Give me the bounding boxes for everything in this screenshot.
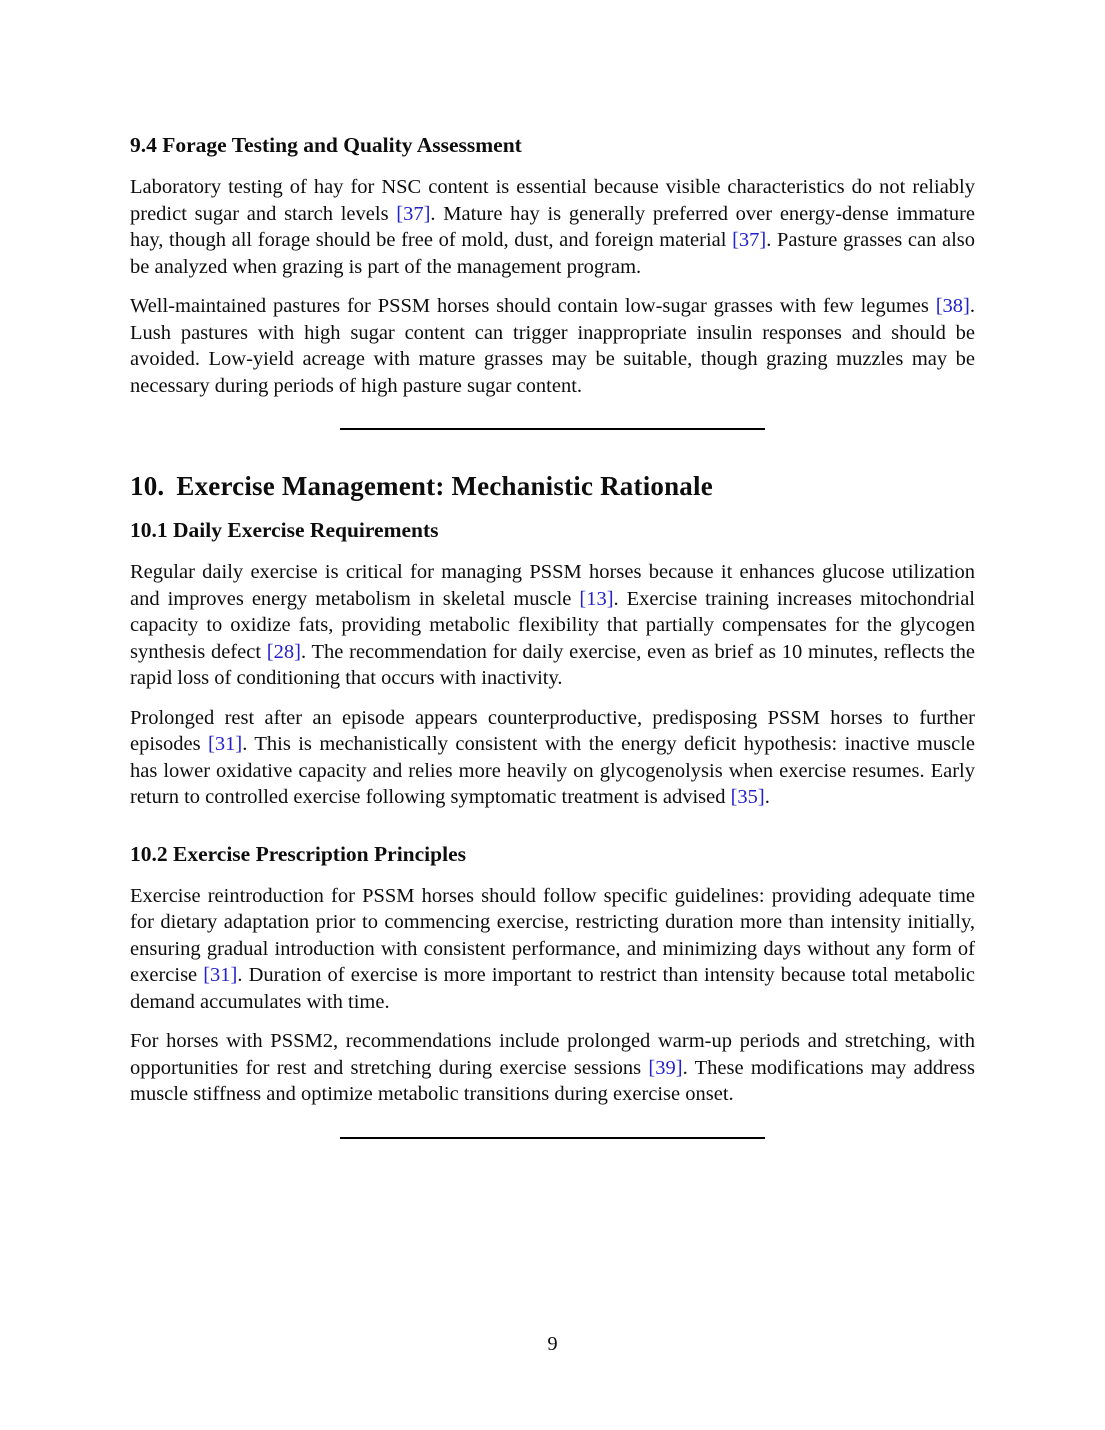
citation-ref[interactable]: [35]: [730, 786, 765, 808]
body-paragraph: Well-maintained pastures for PSSM horses should contain low-sugar grasses with few legumes [38]. Lush pastures with high sugar content can trigger inappropriate insulin responses and should be avoided. Low-yield acreage with mature grasses may be suitable, though grazing muzzles may be necessary during periods of high pasture sugar content.: [130, 295, 975, 397]
subsection-heading: 9.4 Forage Testing and Quality Assessment: [130, 133, 522, 157]
page-number: 9: [547, 1333, 558, 1355]
section-heading: [130, 471, 975, 501]
citation-ref[interactable]: [38]: [935, 295, 970, 317]
citation-ref[interactable]: [13]: [579, 587, 614, 610]
citation-ref[interactable]: [31]: [203, 964, 238, 986]
citation-ref[interactable]: [31]: [208, 733, 243, 755]
section-title: Exercise Management: Mechanistic Rationale: [176, 471, 713, 501]
citation-ref[interactable]: [28]: [266, 640, 301, 663]
citation-ref[interactable]: [37]: [396, 202, 431, 225]
section-number: 10.: [130, 471, 165, 501]
body-paragraph: Regular daily exercise is critical for managing PSSM horses because it enhances glucose utilization and improves energy metabolism in skeletal muscle [13]. Exercise training increases mitochondrial capacity to oxidize fats, providing metabolic flexibility that partially compensates for the glycogen synthesis defect [28]. The recommendation for daily exercise, even as brief as 10 minutes, reflects the rapid loss of conditioning that occurs with inactivity.: [130, 561, 975, 689]
subsection-heading: 10.2 Exercise Prescription Principles: [130, 841, 466, 866]
citation-ref[interactable]: [39]: [648, 1056, 683, 1079]
body-paragraph: For horses with PSSM2, recommendations include prolonged warm-up periods and stretching, with opportunities for rest and stretching during exercise sessions [39]. These modifications may address muscle stiffness and optimize metabolic transitions during exercise onset.: [130, 1030, 975, 1105]
citation-ref[interactable]: [37]: [732, 229, 767, 251]
subsection-heading: 10.1 Daily Exercise Requirements: [130, 518, 439, 542]
page-content: [130, 133, 975, 1139]
body-paragraph: Laboratory testing of hay for NSC content is essential because visible characteristics do not reliably predict sugar and starch levels [37]. Mature hay is generally preferred over energy-dense immature hay, though all forage should be free of mold, dust, and foreign material [37]. Pasture grasses can also be analyzed when grazing is part of the management program.: [130, 176, 975, 278]
body-paragraph: Exercise reintroduction for PSSM horses should follow specific guidelines: providing adequate time for dietary adaptation prior to commencing exercise, restricting duration more than intensity initially, ensuring gradual introduction with consistent performance, and minimizing days without any form of exercise [31]. Duration of exercise is more important to restrict than intensity because total metabolic demand accumulates with time.: [130, 884, 975, 1013]
section-divider-rule: [340, 1137, 765, 1139]
section-divider-rule: [340, 428, 765, 430]
body-paragraph: Prolonged rest after an episode appears counterproductive, predisposing PSSM horses to further episodes [31]. This is mechanistically consistent with the energy deficit hypothesis: inactive muscle has lower oxidative capacity and relies more heavily on glycogenolysis when exercise resumes. Early return to controlled exercise following symptomatic treatment is advised [35].: [130, 706, 975, 808]
